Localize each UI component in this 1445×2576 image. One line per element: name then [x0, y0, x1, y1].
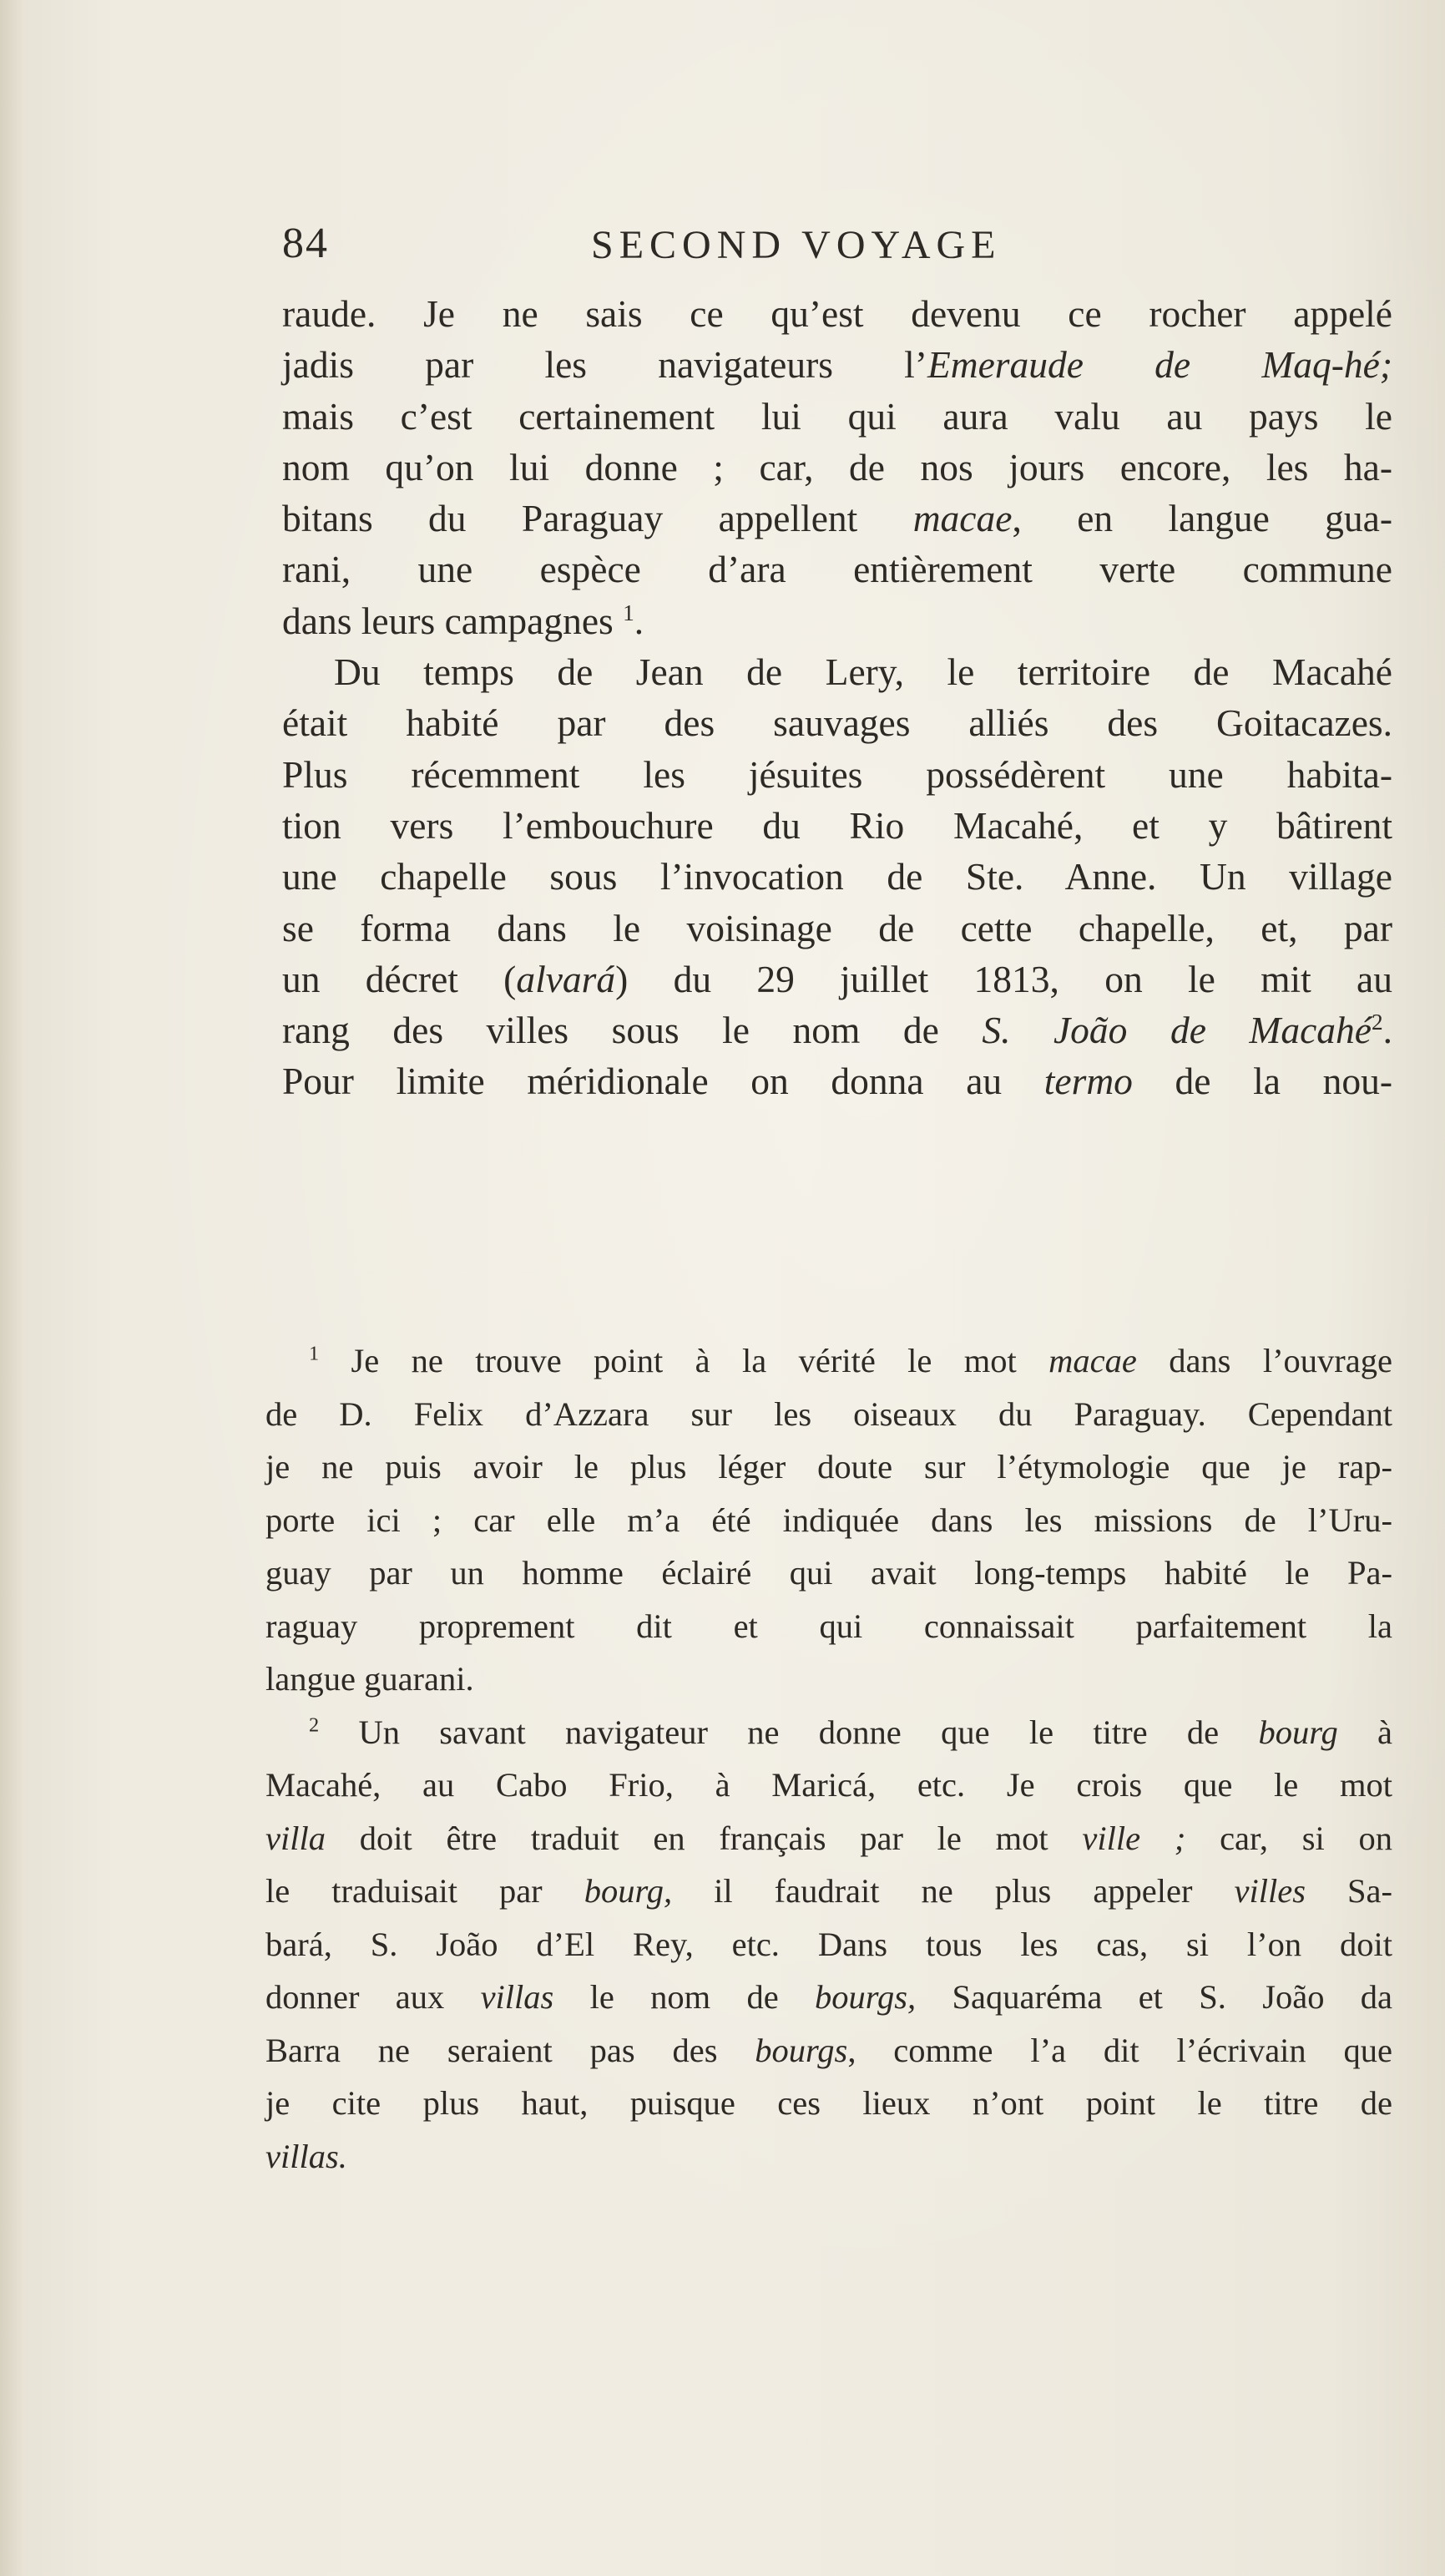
footnote-ref: 1: [623, 600, 634, 625]
text-line: dans leurs campagnes $^1$.: [282, 599, 644, 642]
text-line: Du temps de Jean de Lery, le territoire de Macahé: [334, 650, 1392, 694]
footnote-line: je cite plus haut, puisque ces lieux n’ont point le titre de: [265, 2084, 1392, 2122]
text-line: était habité par des sauvages alliés des Goitacazes.: [282, 701, 1392, 745]
footnote-marker: 1: [309, 1342, 320, 1365]
text-line: jadis par les navigateurs l’Emeraude de Maq-hé;: [282, 343, 1392, 387]
footnote-line: raguay proprement dit et qui connaissait parfaitement la: [265, 1607, 1392, 1645]
text-line: bitans du Paraguay appellent macae, en langue gua-: [282, 497, 1392, 540]
footnotes: [265, 1334, 1392, 2183]
footnote-line: villas.: [265, 2137, 347, 2175]
text-line: tion vers l’embouchure du Rio Macahé, et y bâtirent: [282, 803, 1392, 847]
main-text: [282, 288, 1392, 1107]
text-line: raude. Je ne sais ce qu’est devenu ce rocher appelé: [282, 292, 1392, 335]
text-line: rang des villes sous le nom de S. João de Macahé$^2$.: [282, 1009, 1392, 1052]
page-number: 84: [282, 220, 329, 267]
footnote-line: Barra ne seraient pas des bourgs, comme l’a dit l’écrivain que: [265, 2031, 1392, 2069]
page-gutter-shadow: [0, 0, 23, 2576]
footnote-line: bará, S. João d’El Rey, etc. Dans tous les cas, si l’on doit: [265, 1925, 1392, 1963]
text-line: mais c’est certainement lui qui aura valu au pays le: [282, 394, 1392, 438]
footnote-line: $^1$ Je ne trouve point à la vérité le mot macae dans l’ouvrage: [309, 1342, 1392, 1379]
footnote-line: villa doit être traduit en français par le mot ville ; car, si on: [265, 1819, 1392, 1857]
footnote-line: Macahé, au Cabo Frio, à Maricá, etc. Je crois que le mot: [265, 1766, 1392, 1804]
running-head: [282, 219, 1117, 277]
footnote-line: $^2$ Un savant navigateur ne donne que le titre de bourg à: [309, 1713, 1393, 1751]
text-line: Pour limite méridionale on donna au termo de la nou-: [282, 1060, 1392, 1103]
footnote-ref: 2: [1371, 1010, 1383, 1035]
footnote-line: le traduisait par bourg, il faudrait ne plus appeler villes Sa-: [265, 1872, 1392, 1910]
footnote-line: langue guarani.: [265, 1660, 474, 1698]
text-line: une chapelle sous l’invocation de Ste. Anne. Un village: [282, 855, 1392, 898]
footnote-line: porte ici ; car elle m’a été indiquée dans les missions de l’Uru-: [265, 1501, 1392, 1539]
running-title: SECOND VOYAGE: [591, 223, 1002, 267]
footnote-marker: 2: [309, 1713, 320, 1736]
footnote-line: je ne puis avoir le plus léger doute sur l’étymologie que je rap-: [265, 1448, 1392, 1485]
footnote-line: donner aux villas le nom de bourgs, Saquaréma et S. João da: [265, 1978, 1392, 2016]
text-line: un décret (alvará) du 29 juillet 1813, on le mit au: [282, 957, 1392, 1000]
text-line: rani, une espèce d’ara entièrement verte commune: [282, 548, 1392, 591]
text-line: Plus récemment les jésuites possédèrent une habita-: [282, 752, 1392, 796]
text-line: se forma dans le voisinage de cette chapelle, et, par: [282, 906, 1392, 949]
footnote-line: de D. Felix d’Azzara sur les oiseaux du Paraguay. Cependant: [265, 1394, 1392, 1433]
text-line: nom qu’on lui donne ; car, de nos jours encore, les ha-: [282, 445, 1392, 488]
footnote-line: guay par un homme éclairé qui avait long-temps habité le Pa-: [265, 1554, 1392, 1592]
